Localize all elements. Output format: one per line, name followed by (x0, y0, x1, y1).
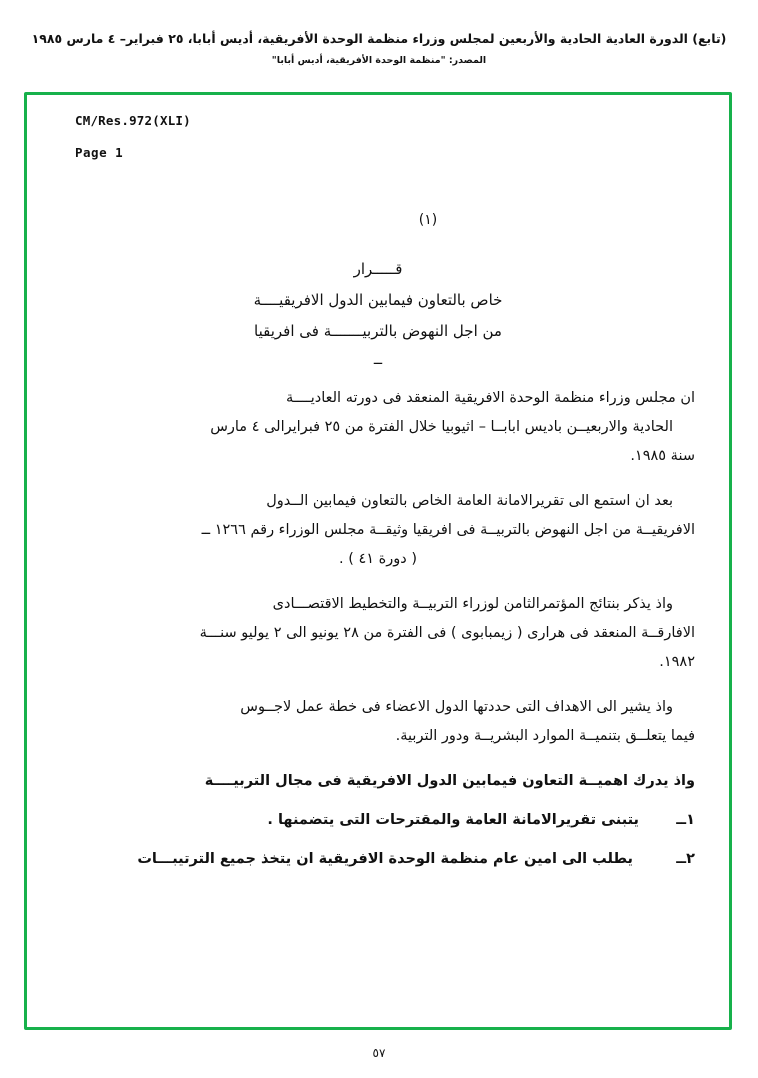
paragraph-line: ١٩٨٢. (659, 654, 695, 671)
paragraph-line: ان مجلس وزراء منظمة الوحدة الافريقية المنعقد فى دورته العاديــــة (285, 390, 695, 407)
paragraph-line: واذ يشير الى الاهداف التى حددتها الدول الاعضاء فى خطة عمل لاجــوس (240, 699, 673, 716)
resolution-item-1 (61, 806, 695, 835)
title-line-1: قـــــرار (353, 260, 403, 278)
paragraph-line: واذ يدرك اهميــة التعاون فيمابين الدول الافريقية فى مجال التربيــــة (204, 773, 695, 790)
paragraph-preamble (61, 384, 695, 471)
document-code: CM/Res.972(XLI) (75, 113, 191, 128)
scanned-page-content (27, 95, 729, 1027)
document-code-block (75, 113, 695, 160)
paragraph-line: الحادية والاربعيــن باديس ابابــا – اثيوبيا خلال الفترة من ٢٥ فبرايرالى ٤ مارس (210, 419, 673, 436)
arabic-body (61, 212, 695, 874)
paragraph-referring-goals (61, 693, 695, 751)
title-line-2: خاص بالتعاون فيمابين الدول الافريقيــــة (253, 290, 503, 309)
footer-page-number: ٥٧ (372, 1046, 386, 1060)
resolution-marker: ٢ــ (676, 851, 695, 868)
paragraph-line: الافارقــة المنعقد فى هرارى ( زيمبابوى ) فى الفترة من ٢٨ يونيو الى ٢ يوليو سنـــة (199, 625, 695, 642)
paragraph-recalling-conference (61, 590, 695, 677)
paragraph-aware-importance (61, 767, 695, 796)
paragraph-line: ( دورة ٤١ ) . (339, 551, 417, 568)
resolution-text: يتبنى تقريرالامانة العامة والمقترحات التى يتضمنها . (267, 812, 639, 829)
page-label: Page 1 (75, 145, 124, 160)
scanned-page-frame (24, 92, 732, 1030)
header-session-line: (تابع) الدورة العادية الحادية والأربعين لمجلس وزراء منظمة الوحدة الأفريقية، أديس أبابا، ٢٥ فبراير– ٤ مارس ١٩٨٥ (31, 31, 727, 46)
resolution-item-2 (61, 845, 695, 874)
resolution-text: يطلب الى امين عام منظمة الوحدة الافريقية ان يتخذ جميع الترتيبـــات (137, 851, 633, 868)
paragraph-line: واذ يذكر بنتائج المؤتمرالثامن لوزراء التربيــة والتخطيط الاقتصـــادى (272, 596, 673, 613)
header-source-line: المصدر: "منظمة الوحدة الأفريقية، أديس أبابا" (271, 54, 487, 66)
paragraph-line: فيما يتعلــق بتنميــة الموارد البشريــة ودور التربية. (395, 728, 695, 745)
section-number: (١) (418, 212, 438, 228)
paragraph-after-reading-report (61, 487, 695, 574)
title-line-3: من اجل النهوض بالتربيـــــــة فى افريقيا (254, 321, 502, 340)
resolution-marker: ١ــ (676, 812, 695, 829)
paragraph-line: الافريقيــة من اجل النهوض بالتربيــة فى افريقيا وثيقــة مجلس الوزراء رقم ١٢٦٦ ــ (201, 522, 695, 539)
paragraph-line: سنة ١٩٨٥. (630, 448, 695, 465)
title-dash-separator: ــ (373, 352, 383, 369)
document-header (0, 30, 758, 66)
paragraph-line: بعد ان استمع الى تقريرالامانة العامة الخاص بالتعاون فيمابين الــدول (266, 493, 673, 510)
resolution-title-block (61, 254, 695, 346)
